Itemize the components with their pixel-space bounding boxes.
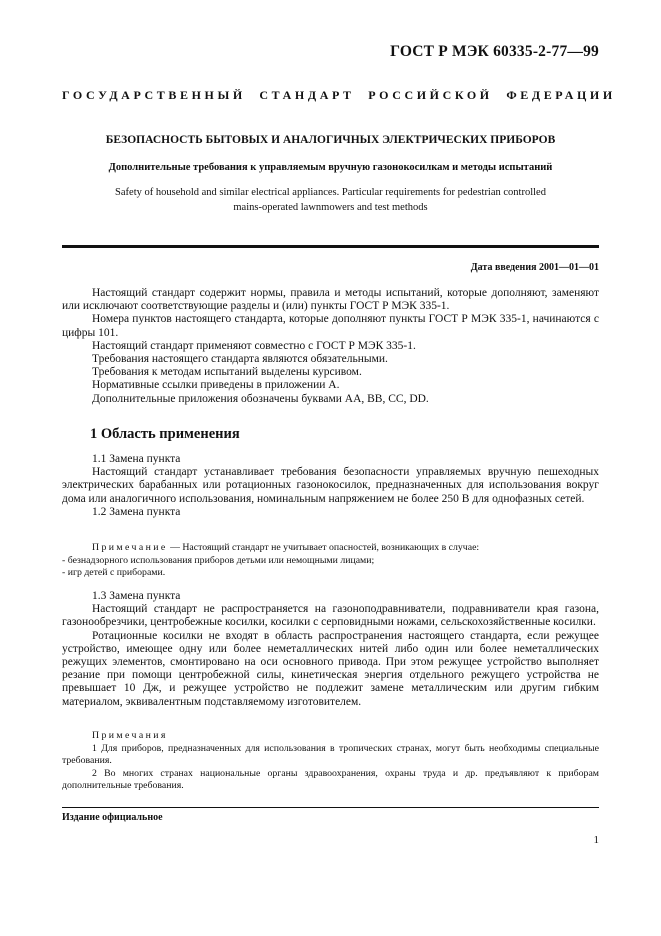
intro-paragraph: Настоящий стандарт содержит нормы, правила и методы испытаний, которые дополняют, заменяют или исключают соответствующие разделы и (или) пункты ГОСТ Р МЭК 335-1. — [62, 287, 599, 313]
intro-paragraph: Требования к методам испытаний выделены курсивом. — [92, 366, 362, 379]
intro-text — [62, 287, 599, 406]
note-item: 1 Для приборов, предназначенных для использования в тропических странах, могут быть необходимы специальные требования. — [62, 742, 599, 766]
section-1-3 — [62, 590, 599, 709]
footer-divider — [62, 807, 599, 808]
section-heading: 1 Область применения — [90, 426, 240, 442]
note-1 — [62, 542, 599, 580]
title-en-line1: Safety of household and similar electrical appliances. Particular requirements for pedestrian controlled — [115, 187, 546, 198]
clause-text: Настоящий стандарт устанавливает требования безопасности управляемых вручную пешеходных электрических барабанных или ротационных газонокосилок, предназначенных для использования вокруг дома или аналогичного использования, номинальным напряжением не более 250 В для однофазных сетей. — [62, 466, 599, 505]
document-subtitle-ru: Дополнительные требования к управляемым вручную газонокосилкам и методы испытаний — [108, 162, 553, 173]
standard-code: ГОСТ Р МЭК 60335-2-77—99 — [390, 43, 599, 60]
intro-paragraph: Нормативные ссылки приведены в приложении А. — [92, 379, 340, 392]
intro-paragraph: Номера пунктов настоящего стандарта, которые дополняют пункты ГОСТ Р МЭК 335-1, начинаются с цифры 101. — [62, 313, 599, 339]
clause-text: Ротационные косилки не входят в область распространения настоящего стандарта, если режущее устройство, имеющее одну или более неметаллических нитей либо один или более неметаллических режущих элементов, смонтировано на оси основного привода. При этом режущее устройство выполняет резание при помощи центробежной силы, кинетическая энергия отдельного режущего устройства не превышает 10 Дж, и режущее устройство не подлежит замене металлическим или другим гибким материалом, эквивалентным подставляемому изготовителем. — [62, 629, 599, 708]
clause-label: 1.1 Замена пункта — [92, 453, 181, 465]
note-body: — Настоящий стандарт не учитывает опасностей, возникающих в случае: — [167, 542, 480, 553]
header-divider — [62, 245, 599, 248]
notes-2 — [62, 730, 599, 793]
document-title-ru: БЕЗОПАСНОСТЬ БЫТОВЫХ И АНАЛОГИЧНЫХ ЭЛЕКТРИЧЕСКИХ ПРИБОРОВ — [105, 134, 556, 146]
note-item: 2 Во многих странах национальные органы здравоохранения, охраны труда и др. предъявляют к приборам дополнительные требования. — [62, 767, 599, 791]
section-1-1 — [62, 453, 599, 519]
title-en-line2: mains-operated lawnmowers and test methods — [233, 202, 428, 213]
clause-label: 1.3 Замена пункта — [92, 590, 181, 602]
clause-label: 1.2 Замена пункта — [92, 505, 181, 518]
state-standard-banner: ГОСУДАРСТВЕННЫЙ СТАНДАРТ РОССИЙСКОЙ ФЕДЕРАЦИИ — [62, 88, 616, 102]
effective-date: Дата введения 2001—01—01 — [470, 262, 599, 273]
note-list-item: - безнадзорного использования приборов детьми или немощными лицами; — [62, 554, 375, 566]
intro-paragraph: Настоящий стандарт применяют совместно с ГОСТ Р МЭК 335-1. — [92, 339, 416, 352]
intro-paragraph: Дополнительные приложения обозначены буквами АА, ВВ, СС, DD. — [92, 392, 429, 405]
note-label: Примечание — [92, 542, 168, 553]
note-list-item: - игр детей с приборами. — [62, 567, 166, 578]
intro-paragraph: Требования настоящего стандарта являются обязательными. — [92, 353, 388, 366]
clause-text: Настоящий стандарт не распространяется на газоноподравниватели, подравниватели края газона, газонообрезчики, центробежные косилки, косилки с серповидными ножами, сельскохозяйственные косилки. — [62, 603, 599, 629]
official-edition-label: Издание официальное — [62, 812, 163, 823]
note-text — [62, 542, 599, 555]
page-number: 1 — [593, 834, 599, 846]
document-title-en — [62, 185, 599, 215]
notes-label: Примечания — [92, 730, 168, 741]
